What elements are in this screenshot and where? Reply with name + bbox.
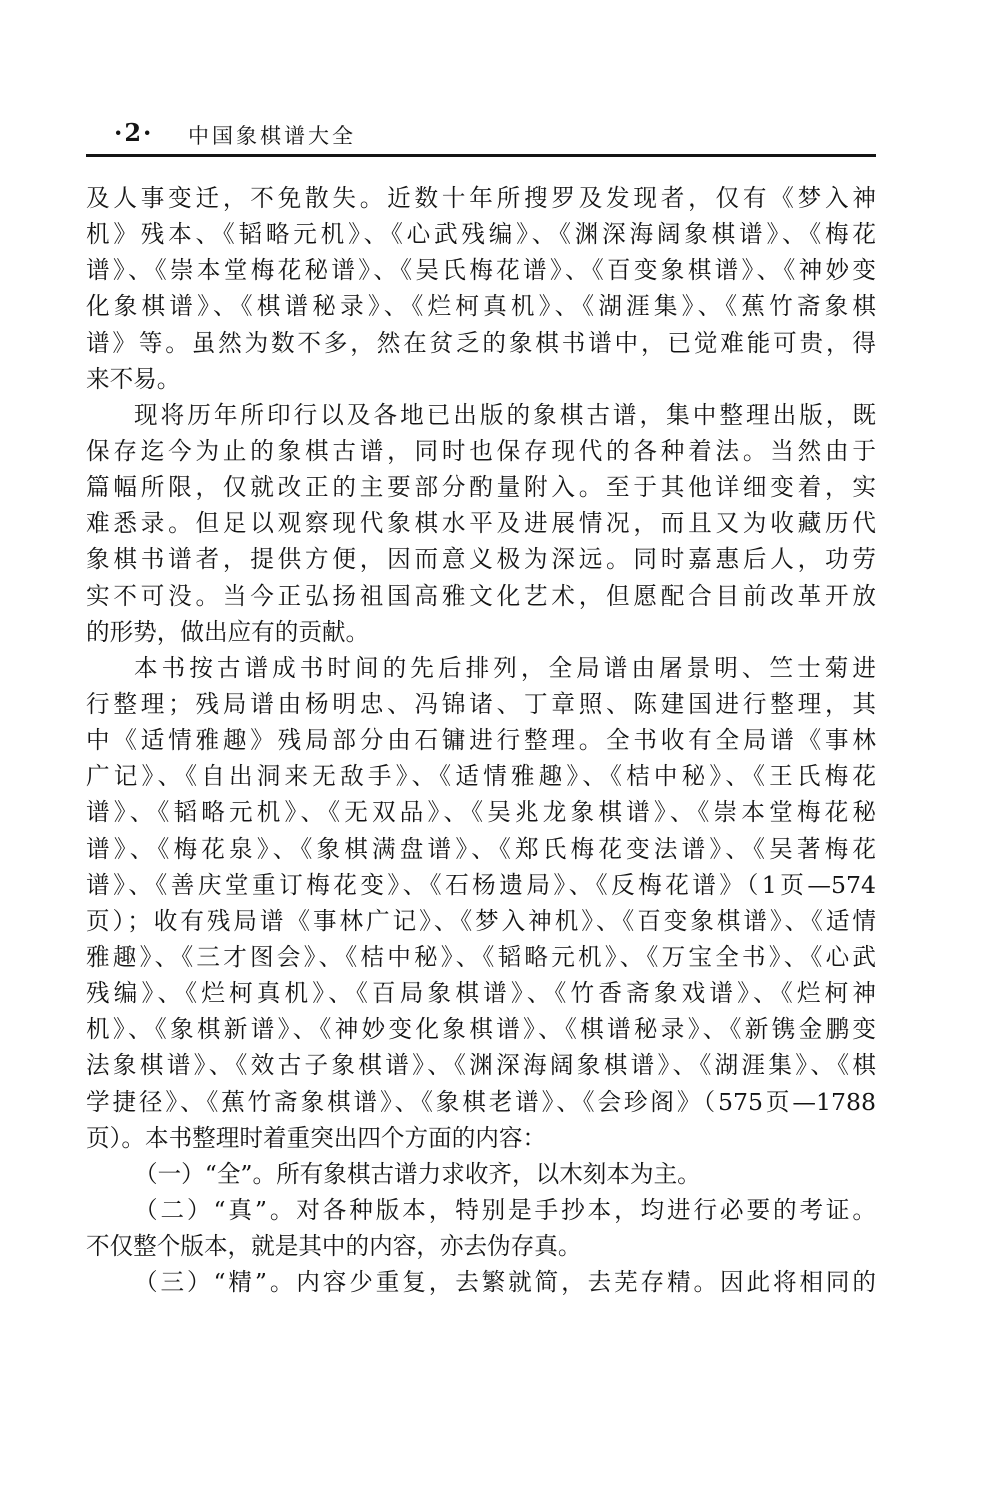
text-line: 难悉录。但足以观察现代象棋水平及进展情况，而且又为收藏历代 xyxy=(86,509,876,538)
text-line: 学捷径》、《蕉竹斋象棋谱》、《象棋老谱》、《会珍阁》（575页—1788 xyxy=(86,1087,876,1116)
text-line: 广记》、《自出洞来无敌手》、《适情雅趣》、《桔中秘》、《王氏梅花 xyxy=(86,762,876,791)
text-line: （三）“精”。内容少重复，去繁就简，去芜存精。因此将相同的 xyxy=(134,1268,876,1297)
text-line: 及人事变迁，不免散失。近数十年所搜罗及发现者，仅有《梦入神 xyxy=(86,184,876,212)
text-line: 法象棋谱》、《效古子象棋谱》、《渊深海阔象棋谱》、《湖涯集》、《棋 xyxy=(86,1051,876,1080)
text-line: 雅趣》、《三才图会》、《桔中秘》、《韬略元机》、《万宝全书》、《心武 xyxy=(86,942,876,971)
text-line: 页）。本书整理时着重突出四个方面的内容： xyxy=(86,1123,547,1152)
text-line: 中《适情雅趣》残局部分由石镛进行整理。全书收有全局谱《事林 xyxy=(86,726,876,755)
text-line: 来不易。 xyxy=(86,364,181,393)
text-line: 谱》等。虽然为数不多，然在贫乏的象棋书谱中，已觉难能可贵，得 xyxy=(86,328,876,357)
text-line: 不仅整个版本，就是其中的内容，亦去伪存真。 xyxy=(86,1232,582,1261)
text-line: 实不可没。当今正弘扬祖国高雅文化艺术，但愿配合目前改革开放 xyxy=(86,581,876,610)
page-number: ·2· xyxy=(114,118,154,147)
text-line: 谱》、《韬略元机》、《无双品》、《吴兆龙象棋谱》、《崇本堂梅花秘 xyxy=(86,798,876,827)
text-line: 现将历年所印行以及各地已出版的象棋古谱，集中整理出版，既 xyxy=(134,400,876,429)
text-line: 机》、《象棋新谱》、《神妙变化象棋谱》、《棋谱秘录》、《新镌金鹏变 xyxy=(86,1015,876,1044)
text-line: 行整理；残局谱由杨明忠、冯锦诸、丁章照、陈建国进行整理，其 xyxy=(86,689,876,718)
text-line: 残编》、《烂柯真机》、《百局象棋谱》、《竹香斋象戏谱》、《烂柯神 xyxy=(86,979,876,1008)
body-text xyxy=(86,180,876,1300)
text-line: （一）“全”。所有象棋古谱力求收齐，以木刻本为主。 xyxy=(134,1159,701,1188)
running-header xyxy=(88,116,878,156)
header-rule xyxy=(86,154,876,157)
text-line: 谱》、《崇本堂梅花秘谱》、《吴氏梅花谱》、《百变象棋谱》、《神妙变 xyxy=(86,256,876,285)
text-line: 象棋书谱者，提供方便，因而意义极为深远。同时嘉惠后人，功劳 xyxy=(86,545,876,574)
text-line: （二）“真”。对各种版本，特别是手抄本，均进行必要的考证。 xyxy=(134,1195,876,1224)
text-line: 保存迄今为止的象棋古谱，同时也保存现代的各种着法。当然由于 xyxy=(86,436,876,465)
text-line: 谱》、《梅花泉》、《象棋满盘谱》、《郑氏梅花变法谱》、《吴著梅花 xyxy=(86,834,876,863)
text-line: 机》残本、《韬略元机》、《心武残编》、《渊深海阔象棋谱》、《梅花 xyxy=(86,220,876,249)
book-title: 中国象棋谱大全 xyxy=(188,124,356,148)
text-line: 页）；收有残局谱《事林广记》、《梦入神机》、《百变象棋谱》、《适情 xyxy=(86,906,876,935)
text-line: 化象棋谱》、《棋谱秘录》、《烂柯真机》、《湖涯集》、《蕉竹斋象棋 xyxy=(86,292,876,321)
text-line: 的形势，做出应有的贡献。 xyxy=(86,617,370,646)
text-line: 谱》、《善庆堂重订梅花变》、《石杨遗局》、《反梅花谱》（1页—574 xyxy=(86,870,876,899)
text-line: 篇幅所限，仅就改正的主要部分酌量附入。至于其他详细变着，实 xyxy=(86,473,876,502)
text-line: 本书按古谱成书时间的先后排列，全局谱由屠景明、竺士菊进 xyxy=(134,653,876,682)
